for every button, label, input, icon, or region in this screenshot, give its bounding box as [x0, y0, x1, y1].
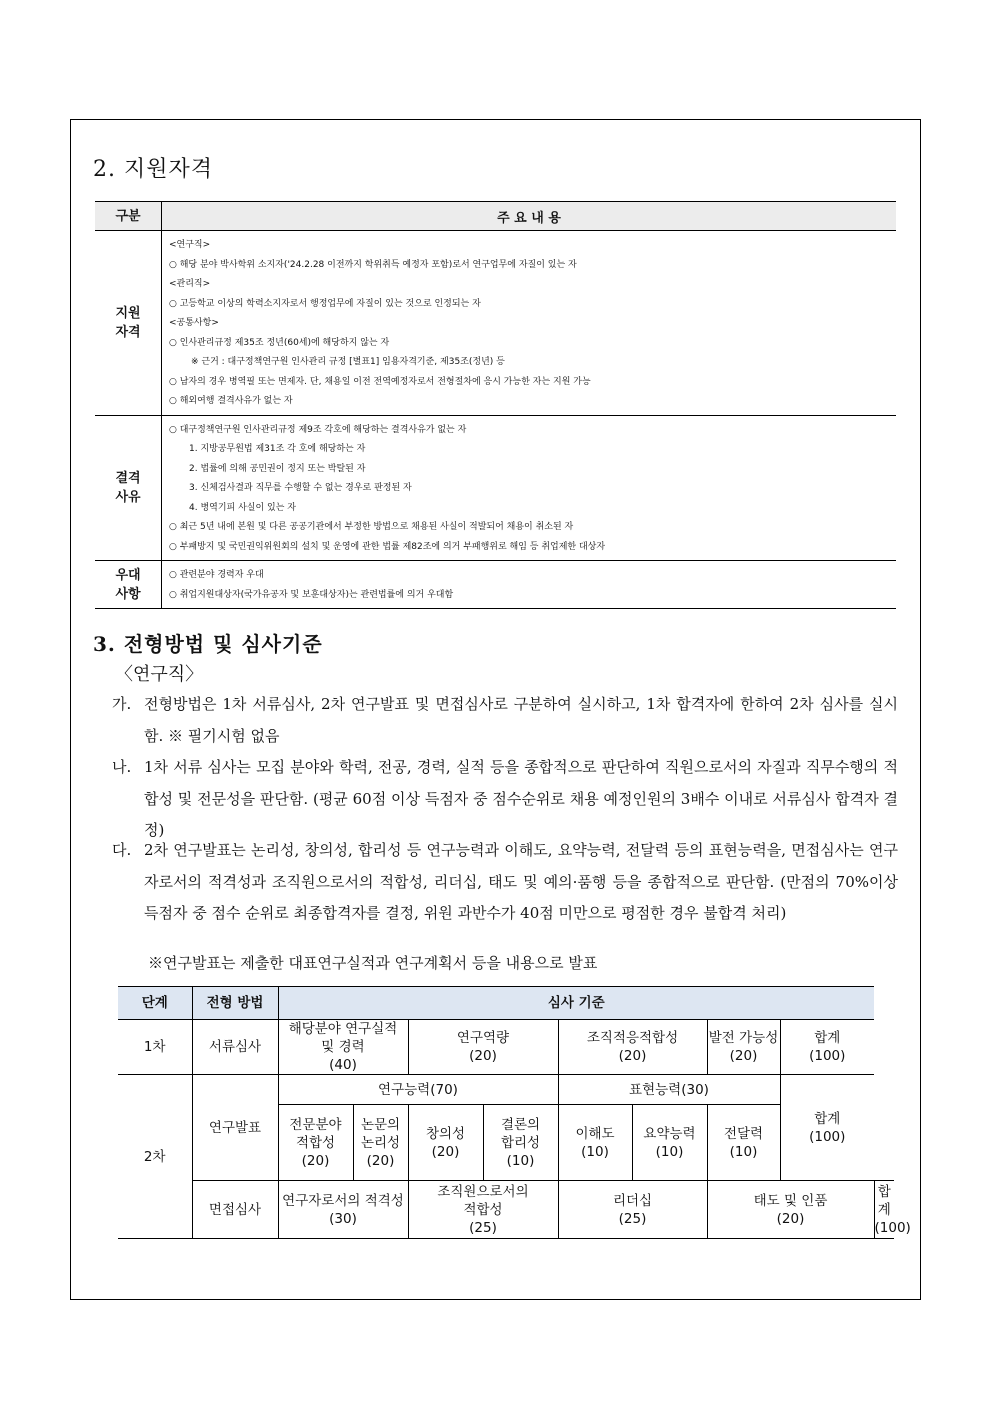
presentation-item — [707, 1105, 780, 1181]
content-line: ○ 취업지원대상자(국가유공자 및 보훈대상자)는 관련법률에 의거 우대함 — [169, 589, 454, 600]
interview-item — [408, 1181, 558, 1239]
row-category — [95, 561, 162, 609]
eval-header-criteria: 심사 기준 — [278, 987, 874, 1020]
stage2-presentation-method: 연구발표 — [192, 1075, 278, 1181]
row-category-line: 사유 — [115, 489, 141, 505]
presentation-item — [408, 1105, 483, 1181]
criteria-name: 조직적응적합성 — [586, 1030, 679, 1046]
criteria-score: (20) — [431, 1143, 460, 1160]
qualification-row — [95, 231, 896, 416]
paragraph-da — [112, 835, 898, 930]
eval-header-method: 전형 방법 — [192, 987, 278, 1020]
stage2-interview-method: 면접심사 — [192, 1181, 278, 1239]
criteria-name: 논문의 논리성 — [360, 1116, 401, 1151]
row-category-line: 사항 — [115, 586, 141, 602]
criteria-score: (10) — [581, 1143, 609, 1160]
row-category-line: 우대 — [115, 567, 141, 583]
stage2-interview-total — [874, 1181, 911, 1239]
criteria-score: (20) — [469, 1048, 497, 1064]
research-ability-group: 연구능력(70) — [278, 1075, 558, 1105]
row-content — [162, 415, 897, 561]
stage1-method: 서류심사 — [192, 1020, 278, 1075]
stage1-label: 1차 — [118, 1020, 192, 1075]
stage2-presentation-total — [780, 1075, 874, 1181]
paragraph-text: 전형방법은 1차 서류심사, 2차 연구발표 및 면접심사로 구분하여 실시하고, 1차 합격자에 한하여 2차 심사를 실시함. ※ 필기시험 없음 — [144, 695, 898, 745]
content-line: ○ 최근 5년 내에 본원 및 다른 공공기관에서 부정한 방법으로 채용된 사실이 적발되어 채용이 취소된 자 — [169, 522, 574, 532]
criteria-score: (25) — [618, 1210, 647, 1227]
criteria-name: 합계 — [814, 1110, 841, 1127]
criteria-name: 조직원으로서의 적합성 — [437, 1183, 529, 1218]
criteria-name: 리더십 — [612, 1192, 653, 1209]
paragraph-na — [112, 752, 898, 847]
criteria-name: 연구역량 — [456, 1030, 510, 1046]
qualification-table-body — [95, 231, 896, 609]
criteria-score: (10) — [655, 1143, 684, 1160]
row-category — [95, 231, 162, 416]
criteria-name: 합계 — [877, 1183, 891, 1218]
criteria-score: (20) — [366, 1152, 395, 1169]
content-line: ○ 대구정책연구원 인사관리규정 제9조 각호에 해당하는 결격사유가 없는 자 — [169, 424, 467, 435]
expression-ability-group: 표현능력(30) — [558, 1075, 780, 1105]
eval-row-stage2-interview — [118, 1181, 894, 1239]
eval-header-row — [118, 987, 894, 1020]
row-category-line: 결격 — [115, 470, 141, 486]
criteria-score: (20) — [776, 1210, 805, 1227]
evaluation-table — [118, 986, 911, 1239]
content-line: ※ 근거 : 대구정책연구원 인사관리 규정 [별표1] 임용자격기준, 제35조(정년) 등 — [191, 357, 505, 367]
criteria-name: 전문분야 적합성 — [289, 1116, 342, 1151]
row-category-line: 지원 — [115, 305, 141, 321]
stage1-item — [278, 1020, 408, 1075]
criteria-name: 전달력 — [723, 1125, 764, 1142]
criteria-name: 합계 — [814, 1030, 841, 1046]
content-line: <관리직> — [169, 279, 211, 289]
section-2-title: 2. 지원자격 — [93, 157, 213, 182]
content-line: <연구직> — [169, 240, 211, 250]
criteria-score: (100) — [874, 1219, 911, 1236]
interview-item — [707, 1181, 874, 1239]
stage1-total — [780, 1020, 874, 1075]
paragraph-text: 2차 연구발표는 논리성, 창의성, 합리성 등 연구능력과 이해도, 요약능력, 전달력 등의 표현능력을, 면접심사는 연구자로서의 적격성과 조직원으로서의 적합성, 리더십, 태도 및 예의·품행 등을 종합적으로 판단함. (만점의 70%이상 득점자 중 점수 순위로 최종합격자를 결정, 위원 과반수가 40점 미만으로 평점한 경우 불합격 처리) — [144, 841, 898, 923]
qualification-row — [95, 561, 896, 609]
content-line: ○ 관련분야 경력자 우대 — [169, 570, 264, 580]
paragraph-ga — [112, 689, 898, 752]
criteria-name: 이해도 — [575, 1125, 615, 1142]
paragraph-marker: 가. — [112, 695, 132, 713]
criteria-score: (20) — [301, 1152, 330, 1169]
content-line: ○ 부패방지 및 국민권익위원회의 설치 및 운영에 관한 법률 제82조에 의거 부패행위로 해임 등 취업제한 대상자 — [169, 541, 606, 552]
presentation-item — [278, 1105, 353, 1181]
criteria-score: (100) — [809, 1048, 846, 1064]
presentation-item — [558, 1105, 632, 1181]
interview-item — [278, 1181, 408, 1239]
criteria-score: (20) — [618, 1048, 647, 1064]
content-line: 2. 법률에 의해 공민권이 정지 또는 박탈된 자 — [189, 463, 366, 474]
qualification-table-header — [95, 202, 896, 231]
criteria-name: 해당분야 연구실적 및 경력 — [288, 1021, 398, 1055]
eval-row-stage1 — [118, 1020, 894, 1075]
content-line: 3. 신체검사결과 직무를 수행할 수 없는 경우로 판정된 자 — [189, 483, 412, 493]
criteria-score: (40) — [329, 1057, 357, 1073]
eval-header-stage: 단계 — [118, 987, 192, 1020]
header-category: 구분 — [95, 202, 162, 231]
content-line: ○ 해외여행 결격사유가 없는 자 — [169, 396, 293, 406]
paragraph-marker: 다. — [112, 841, 132, 859]
presentation-remark: ※연구발표는 제출한 대표연구실적과 연구계획서 등을 내용으로 발표 — [148, 954, 598, 972]
row-content — [162, 561, 897, 609]
paragraph-marker: 나. — [112, 758, 132, 776]
interview-item — [558, 1181, 707, 1239]
criteria-name: 창의성 — [425, 1125, 466, 1142]
eval-row-stage2-groups — [118, 1075, 894, 1105]
stage1-item — [707, 1020, 780, 1075]
presentation-item — [353, 1105, 408, 1181]
criteria-score: (25) — [469, 1219, 497, 1236]
criteria-score: (100) — [809, 1128, 846, 1145]
criteria-score: (10) — [506, 1152, 535, 1169]
content-line: ○ 고등학교 이상의 학력소지자로서 행정업무에 자질이 있는 것으로 인정되는 자 — [169, 298, 481, 309]
criteria-name: 연구자로서의 적격성 — [282, 1192, 404, 1209]
content-line: <공통사항> — [169, 318, 219, 328]
content-line: ○ 해당 분야 박사학위 소지자('24.2.28 이전까지 학위취득 예정자 포함)로서 연구업무에 자질이 있는 자 — [169, 259, 577, 270]
row-category-line: 자격 — [115, 324, 141, 340]
qualification-table — [95, 201, 896, 609]
presentation-item — [632, 1105, 707, 1181]
criteria-name: 태도 및 인품 — [753, 1192, 828, 1209]
criteria-score: (20) — [729, 1048, 758, 1064]
presentation-item — [483, 1105, 558, 1181]
content-line: ○ 인사관리규정 제35조 정년(60세)에 해당하지 않는 자 — [169, 337, 390, 348]
criteria-score: (30) — [329, 1210, 357, 1227]
content-line: 4. 병역기피 사실이 있는 자 — [189, 502, 296, 513]
stage1-item — [408, 1020, 558, 1075]
criteria-name: 발전 가능성 — [708, 1030, 779, 1046]
criteria-score: (10) — [729, 1143, 758, 1160]
row-content — [162, 231, 897, 416]
content-line: 1. 지방공무원법 제31조 각 호에 해당하는 자 — [189, 444, 366, 454]
header-content: 주 요 내 용 — [162, 202, 897, 231]
paragraph-text: 1차 서류 심사는 모집 분야와 학력, 전공, 경력, 실적 등을 종합적으로 판단하여 직원으로서의 자질과 직무수행의 적합성 및 전문성을 판단함. (평균 60점 이상 득점자 중 점수순위로 채용 예정인원의 3배수 이내로 서류심사 합격자 결정) — [144, 758, 898, 840]
criteria-name: 결론의 합리성 — [500, 1116, 541, 1151]
stage2-label: 2차 — [118, 1075, 192, 1239]
research-position-subheading: 〈연구직〉 — [115, 664, 204, 685]
section-3-title: 3. 전형방법 및 심사기준 — [93, 632, 323, 656]
qualification-row — [95, 415, 896, 561]
row-category — [95, 415, 162, 561]
stage1-item — [558, 1020, 707, 1075]
criteria-name: 요약능력 — [643, 1125, 696, 1142]
content-line: ○ 남자의 경우 병역필 또는 면제자. 단, 채용일 이전 전역예정자로서 전형절차에 응시 가능한 자는 지원 가능 — [169, 376, 591, 387]
